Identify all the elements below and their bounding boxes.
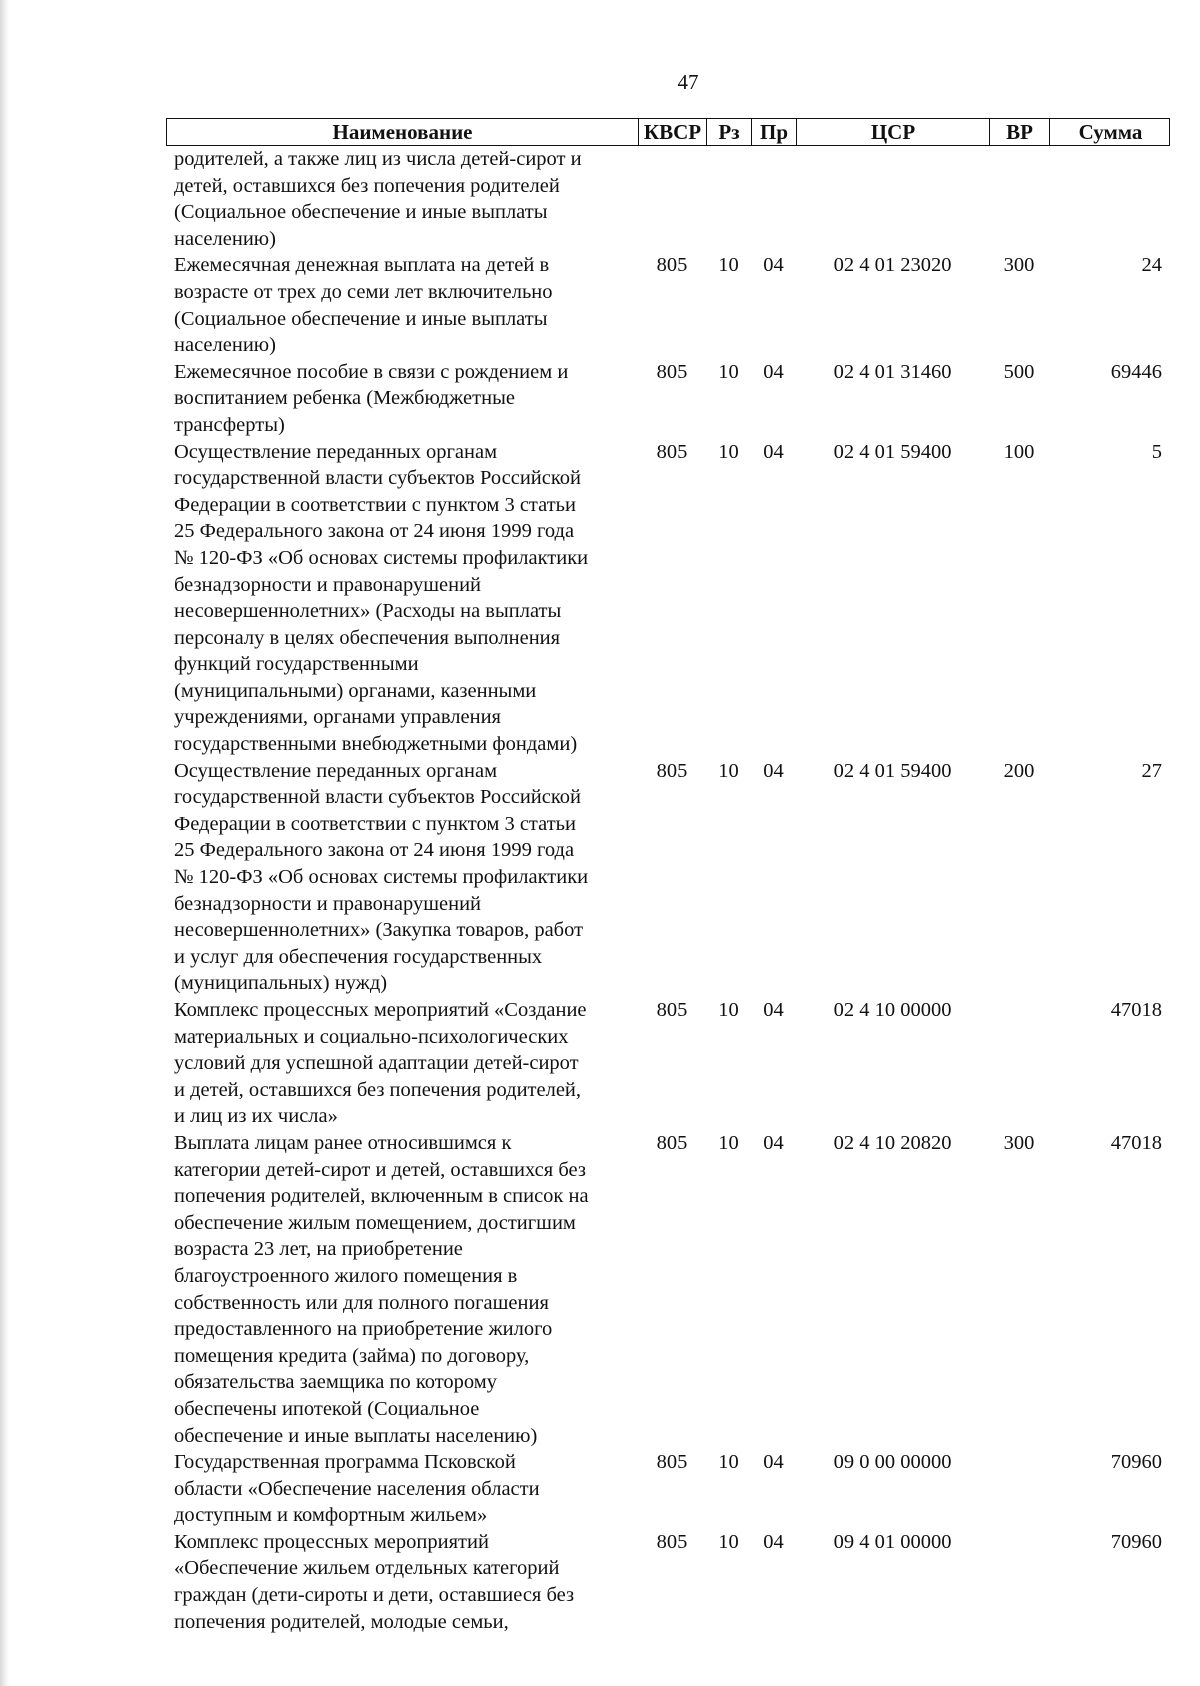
table-row — [166, 997, 1170, 1130]
cell-vr — [989, 997, 1049, 1130]
cell-name: Ежемесячное пособие в связи с рождением и воспитанием ребенка (Межбюджетные трансферты) — [174, 360, 569, 436]
cell-rz: 10 — [718, 1131, 739, 1154]
header-vr: ВР — [990, 119, 1050, 145]
table-row — [166, 1529, 1170, 1635]
cell-sum: 27 — [1141, 759, 1162, 782]
cell-vr: 300 — [1003, 254, 1035, 277]
cell-sum — [1049, 146, 1170, 252]
page-number: 47 — [677, 70, 699, 94]
cell-kvsr: 805 — [656, 360, 688, 383]
table-row — [166, 1130, 1170, 1449]
cell-rz: 10 — [718, 360, 739, 383]
table-row — [166, 439, 1170, 758]
cell-sum: 70960 — [1110, 1451, 1162, 1474]
cell-name: Осуществление переданных органам государственной власти субъектов Российской Федерации в соответствии с пунктом 3 статьи 25 Федерального закона от 24 июня 1999 года № 120-ФЗ «Об основах системы профилактики безнадзорности и правонарушений несовершеннолетних» (Закупка товаров, работ и услуг для обеспечения государственных (муниципальных) нужд) — [174, 759, 589, 995]
cell-vr — [989, 1449, 1049, 1529]
cell-kvsr: 805 — [656, 1131, 688, 1154]
cell-csr: 02 4 10 00000 — [833, 999, 952, 1021]
table-row — [166, 758, 1170, 997]
cell-sum: 70960 — [1110, 1530, 1162, 1553]
header-pr: Пр — [752, 119, 797, 145]
cell-kvsr: 805 — [656, 759, 688, 782]
header-csr: ЦСР — [797, 119, 990, 145]
cell-name: Государственная программа Псковской области «Обеспечение населения области доступным и комфортным жильем» — [174, 1451, 540, 1527]
table-row — [166, 146, 1170, 252]
cell-csr: 02 4 01 31460 — [833, 360, 952, 383]
cell-vr: 500 — [1003, 360, 1035, 383]
cell-kvsr — [638, 146, 706, 252]
table-row — [166, 252, 1170, 358]
cell-kvsr: 805 — [656, 1451, 688, 1474]
header-sum: Сумма — [1078, 120, 1143, 144]
cell-csr: 02 4 10 20820 — [833, 1131, 952, 1154]
cell-sum: 69446 — [1110, 360, 1162, 383]
cell-csr: 09 0 00 00000 — [833, 1451, 952, 1474]
budget-table — [166, 118, 1170, 1635]
cell-pr: 04 — [763, 1131, 784, 1154]
cell-name: Комплекс процессных мероприятий «Создание материальных и социально-психологических условий для успешной адаптации детей-сирот и детей, оставшихся без попечения родителей, и лиц из их числа» — [174, 999, 587, 1128]
cell-rz: 10 — [718, 999, 739, 1021]
cell-pr: 04 — [763, 440, 784, 463]
cell-pr: 04 — [763, 759, 784, 782]
header-rz: Рз — [707, 119, 752, 145]
cell-rz: 10 — [718, 254, 739, 277]
cell-csr: 02 4 01 23020 — [833, 254, 952, 277]
scan-edge — [0, 0, 10, 1686]
table-row — [166, 359, 1170, 439]
cell-kvsr: 805 — [656, 440, 688, 463]
table-header — [166, 118, 1170, 146]
cell-sum: 24 — [1141, 254, 1162, 277]
cell-csr: 09 4 01 00000 — [833, 1530, 952, 1553]
cell-pr: 04 — [763, 360, 784, 383]
cell-name: Ежемесячная денежная выплата на детей в возрасте от трех до семи лет включительно (Социальное обеспечение и иные выплаты населению) — [174, 254, 553, 357]
cell-name: Осуществление переданных органам государственной власти субъектов Российской Федерации в соответствии с пунктом 3 статьи 25 Федерального закона от 24 июня 1999 года № 120-ФЗ «Об основах системы профилактики безнадзорности и правонарушений несовершеннолетних» (Расходы на выплаты персоналу в целях обеспечения выполнения функций государственными (муниципальными) органами, казенными учреждениями, органами управления государственными внебюджетными фондами) — [174, 440, 589, 756]
cell-pr — [751, 146, 796, 252]
cell-vr: 100 — [1003, 440, 1035, 463]
cell-pr: 04 — [763, 1451, 784, 1474]
cell-rz: 10 — [718, 1530, 739, 1553]
header-kvsr: КВСР — [639, 119, 707, 145]
cell-rz — [706, 146, 751, 252]
cell-name: Выплата лицам ранее относившимся к категории детей-сирот и детей, оставшихся без попечения родителей, включенным в список на обеспечение жилым помещением, достигшим возраста 23 лет, на приобретение благоустроенного жилого помещения в собственность или для полного погашения предоставленного на приобретение жилого помещения кредита (займа) по договору, обязательства заемщика по которому обеспечены ипотекой (Социальное обеспечение и иные выплаты населению) — [174, 1131, 589, 1447]
cell-csr: 02 4 01 59400 — [833, 440, 952, 463]
cell-vr — [989, 146, 1049, 252]
cell-rz: 10 — [718, 440, 739, 463]
cell-pr: 04 — [763, 254, 784, 277]
table-row — [166, 1449, 1170, 1529]
cell-kvsr: 805 — [656, 254, 688, 277]
cell-sum: 47018 — [1110, 1131, 1162, 1154]
cell-pr: 04 — [763, 1530, 784, 1553]
table-body — [166, 146, 1170, 1635]
cell-rz: 10 — [718, 759, 739, 782]
cell-csr: 02 4 01 59400 — [833, 759, 952, 782]
cell-name: Комплекс процессных мероприятий «Обеспечение жильем отдельных категорий граждан (дети-сироты и дети, оставшиеся без попечения родителей, молодые семьи, — [174, 1530, 575, 1633]
cell-sum: 47018 — [1110, 999, 1162, 1021]
header-name: Наименование — [167, 119, 639, 145]
cell-vr: 300 — [1003, 1131, 1035, 1154]
cell-kvsr: 805 — [656, 1530, 688, 1553]
cell-csr — [796, 146, 989, 252]
cell-name: родителей, а также лиц из числа детей-сирот и детей, оставшихся без попечения родителей (Социальное обеспечение и иные выплаты населению) — [174, 148, 582, 250]
cell-vr — [989, 1529, 1049, 1635]
cell-pr: 04 — [763, 999, 784, 1021]
cell-vr: 200 — [1003, 759, 1035, 782]
cell-sum: 5 — [1151, 440, 1162, 463]
cell-rz: 10 — [718, 1451, 739, 1474]
cell-kvsr: 805 — [656, 999, 688, 1021]
